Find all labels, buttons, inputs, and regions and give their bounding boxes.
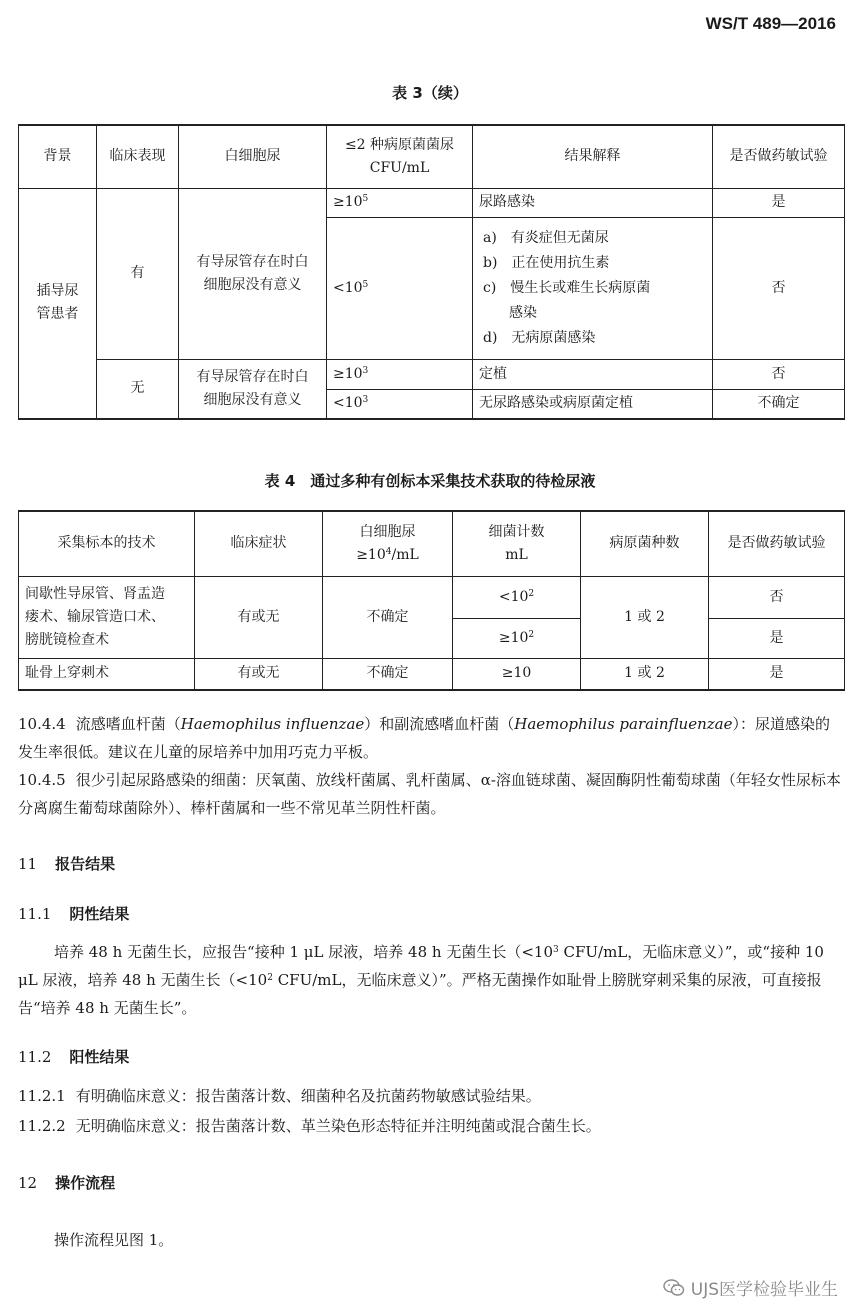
- count-cell: ≥10: [453, 658, 581, 690]
- table-row: [19, 359, 845, 389]
- wbc-no-line2: 细胞尿没有意义: [203, 391, 302, 408]
- count-cell: [453, 576, 581, 618]
- species-cell: 1 或 2: [581, 658, 709, 690]
- section-number: 11: [18, 855, 38, 873]
- exponent: 2: [267, 973, 273, 983]
- count-exp: 2: [528, 629, 535, 640]
- background-cell: [19, 188, 97, 419]
- text-part: CFU/mL，无临床意义）”，或“接种 10 μL 尿液，培养 48 h 无菌生长（<10: [18, 943, 824, 989]
- section-number: 10.4.5: [18, 771, 66, 789]
- count-cell: [327, 188, 473, 217]
- interp-cell: 尿路感染: [473, 188, 713, 217]
- count-exp: 3: [362, 395, 369, 406]
- section-text: 无明确临床意义：报告菌落计数、革兰染色形态特征并注明纯菌或混合菌生长。: [75, 1117, 601, 1135]
- technique-cell: [19, 576, 195, 658]
- header-clinical: 临床表现: [97, 125, 179, 188]
- section-11-2-2: [18, 1112, 844, 1140]
- header-wbc-line1: 白细胞尿: [359, 523, 416, 540]
- interp-item-b: b) 正在使用抗生素: [483, 254, 610, 271]
- ast-cell: 不确定: [713, 389, 845, 419]
- count-base: <10: [333, 395, 363, 412]
- wbc-cell: 不确定: [323, 576, 453, 658]
- section-number: 11.2.1: [18, 1087, 66, 1105]
- text-part: 尿道感染的发生率很低。建议在儿童的尿培养中加用巧克力平板。: [18, 715, 830, 761]
- section-title: 报告结果: [55, 855, 116, 873]
- wbc-base: ≥10: [356, 546, 386, 563]
- table-row: [19, 658, 845, 690]
- wbc-exp: 4: [385, 546, 392, 557]
- table3: [18, 124, 845, 420]
- ast-cell: 是: [713, 188, 845, 217]
- clinical-no-cell: 无: [97, 359, 179, 419]
- wbc-yes-line2: 细胞尿没有意义: [203, 276, 302, 293]
- interp-item-c: c) 慢生长或难生长病原菌: [483, 279, 651, 296]
- count-base: ≥10: [333, 194, 363, 210]
- wbc-no-line1: 有导尿管存在时白: [196, 368, 309, 385]
- section-number: 11.2: [18, 1048, 52, 1066]
- section-number: 12: [18, 1174, 38, 1192]
- header-count-line1: 细菌计数: [488, 523, 545, 540]
- wbc-no-cell: [179, 359, 327, 419]
- interp-item-c-cont: 感染: [509, 304, 537, 321]
- interp-cell: 无尿路感染或病原菌定植: [473, 389, 713, 419]
- section-number: 11.2.2: [18, 1117, 66, 1135]
- header-wbc-line2: [329, 544, 446, 567]
- count-exp: 2: [528, 588, 535, 599]
- count-base: <10: [498, 588, 529, 605]
- ast-cell: 是: [709, 618, 845, 658]
- ast-cell: 是: [709, 658, 845, 690]
- section-10-4-5: [18, 766, 844, 822]
- section-title: 操作流程: [55, 1174, 116, 1192]
- count-cell: [327, 389, 473, 419]
- table-row: [19, 576, 845, 618]
- section-title: 阳性结果: [69, 1048, 130, 1066]
- header-ast: 是否做药敏试验: [713, 125, 845, 188]
- section-text: 有明确临床意义：报告菌落计数、细菌种名及抗菌药物敏感试验结果。: [75, 1087, 541, 1105]
- ast-cell: 否: [713, 217, 845, 359]
- ast-cell: 否: [713, 359, 845, 389]
- ast-cell: 否: [709, 576, 845, 618]
- table3-caption: 表 3（续）: [392, 84, 468, 102]
- exponent: 3: [553, 945, 559, 955]
- table4-caption: 表 4 通过多种有创标本采集技术获取的待检尿液: [264, 472, 596, 490]
- count-exp: 5: [362, 194, 369, 204]
- count-cell: [327, 217, 473, 359]
- count-cell: [327, 359, 473, 389]
- section-12-heading: [18, 1172, 115, 1193]
- standard-code: WS/T 489—2016: [705, 14, 836, 33]
- section-title: 阴性结果: [69, 905, 130, 923]
- section-11-heading: [18, 853, 115, 874]
- header-count-line1: ≤2 种病原菌菌尿: [344, 136, 455, 153]
- header-interp: 结果解释: [473, 125, 713, 188]
- header-wbc: [323, 511, 453, 576]
- wbc-cell: 不确定: [323, 658, 453, 690]
- table-row: [19, 188, 845, 217]
- text-part: CFU/mL，无临床意义）”。严格无菌操作如耻骨上膀胱穿刺采集的尿液，可直接报告“培养 48 h 无菌生长”。: [18, 971, 822, 1017]
- technique-cell: 耻骨上穿刺术: [19, 658, 195, 690]
- section-10-4-4: [18, 710, 844, 766]
- header-background: 背景: [19, 125, 97, 188]
- background-line2: 管患者: [36, 306, 79, 323]
- technique-line2: 瘘术、输尿管造口术、: [25, 608, 165, 625]
- text-part: 培养 48 h 无菌生长，应报告“接种 1 μL 尿液，培养 48 h 无菌生长（<10: [54, 943, 553, 961]
- text-part: ）和副流感嗜血杆菌（: [364, 715, 515, 733]
- count-exp: 5: [362, 279, 369, 290]
- interp-list-cell: [473, 217, 713, 359]
- section-number: 11.1: [18, 905, 52, 923]
- count-cell: [453, 618, 581, 658]
- header-symptom: 临床症状: [195, 511, 323, 576]
- count-base: ≥10: [498, 629, 529, 646]
- wbc-yes-line1: 有导尿管存在时白: [196, 253, 309, 270]
- text-part: ）：: [732, 715, 755, 733]
- section-12-body: 操作流程见图 1。: [54, 1231, 174, 1249]
- header-ast: 是否做药敏试验: [709, 511, 845, 576]
- count-base: ≥10: [333, 365, 363, 382]
- header-species: 病原菌种数: [581, 511, 709, 576]
- table3-header-row: [19, 125, 845, 188]
- interp-item-a: a) 有炎症但无菌尿: [483, 229, 609, 246]
- header-count: [453, 511, 581, 576]
- count-exp: 3: [362, 365, 369, 376]
- latin-name: Haemophilus parainfluenzae: [514, 715, 733, 733]
- species-cell: 1 或 2: [581, 576, 709, 658]
- section-11-2-1: [18, 1082, 844, 1110]
- text-part: 流感嗜血杆菌（: [75, 715, 181, 733]
- wbc-unit: /mL: [391, 546, 419, 563]
- latin-name: Haemophilus influenzae: [180, 715, 365, 733]
- section-11-1-body: [18, 938, 844, 1022]
- table4: [18, 510, 845, 691]
- header-count-line2: mL: [505, 546, 528, 563]
- interp-cell: 定植: [473, 359, 713, 389]
- header-count: [327, 125, 473, 188]
- header-technique: 采集标本的技术: [19, 511, 195, 576]
- clinical-yes-cell: 有: [97, 188, 179, 359]
- watermark: [663, 1275, 838, 1300]
- header-count-line2: CFU/mL: [369, 159, 430, 176]
- wbc-yes-cell: [179, 188, 327, 359]
- header-wbc: 白细胞尿: [179, 125, 327, 188]
- count-base: <10: [333, 279, 363, 296]
- section-11-2-heading: [18, 1046, 129, 1067]
- table4-header-row: [19, 511, 845, 576]
- technique-line3: 膀胱镜检查术: [25, 631, 109, 648]
- background-line1: 插导尿: [36, 283, 79, 300]
- wechat-icon: [663, 1279, 685, 1297]
- symptom-cell: 有或无: [195, 576, 323, 658]
- section-number: 10.4.4: [18, 715, 66, 733]
- section-text: 很少引起尿路感染的细菌：厌氧菌、放线杆菌属、乳杆菌属、α-溶血链球菌、凝固酶阴性葡萄球菌（年轻女性尿标本分离腐生葡萄球菌除外）、棒杆菌属和一些不常见革兰阴性杆菌。: [18, 771, 841, 817]
- interp-item-d: d) 无病原菌感染: [483, 329, 596, 346]
- watermark-text: UJS医学检验毕业生: [690, 1280, 838, 1300]
- symptom-cell: 有或无: [195, 658, 323, 690]
- section-11-1-heading: [18, 903, 129, 924]
- technique-line1: 间歇性导尿管、肾盂造: [25, 585, 165, 602]
